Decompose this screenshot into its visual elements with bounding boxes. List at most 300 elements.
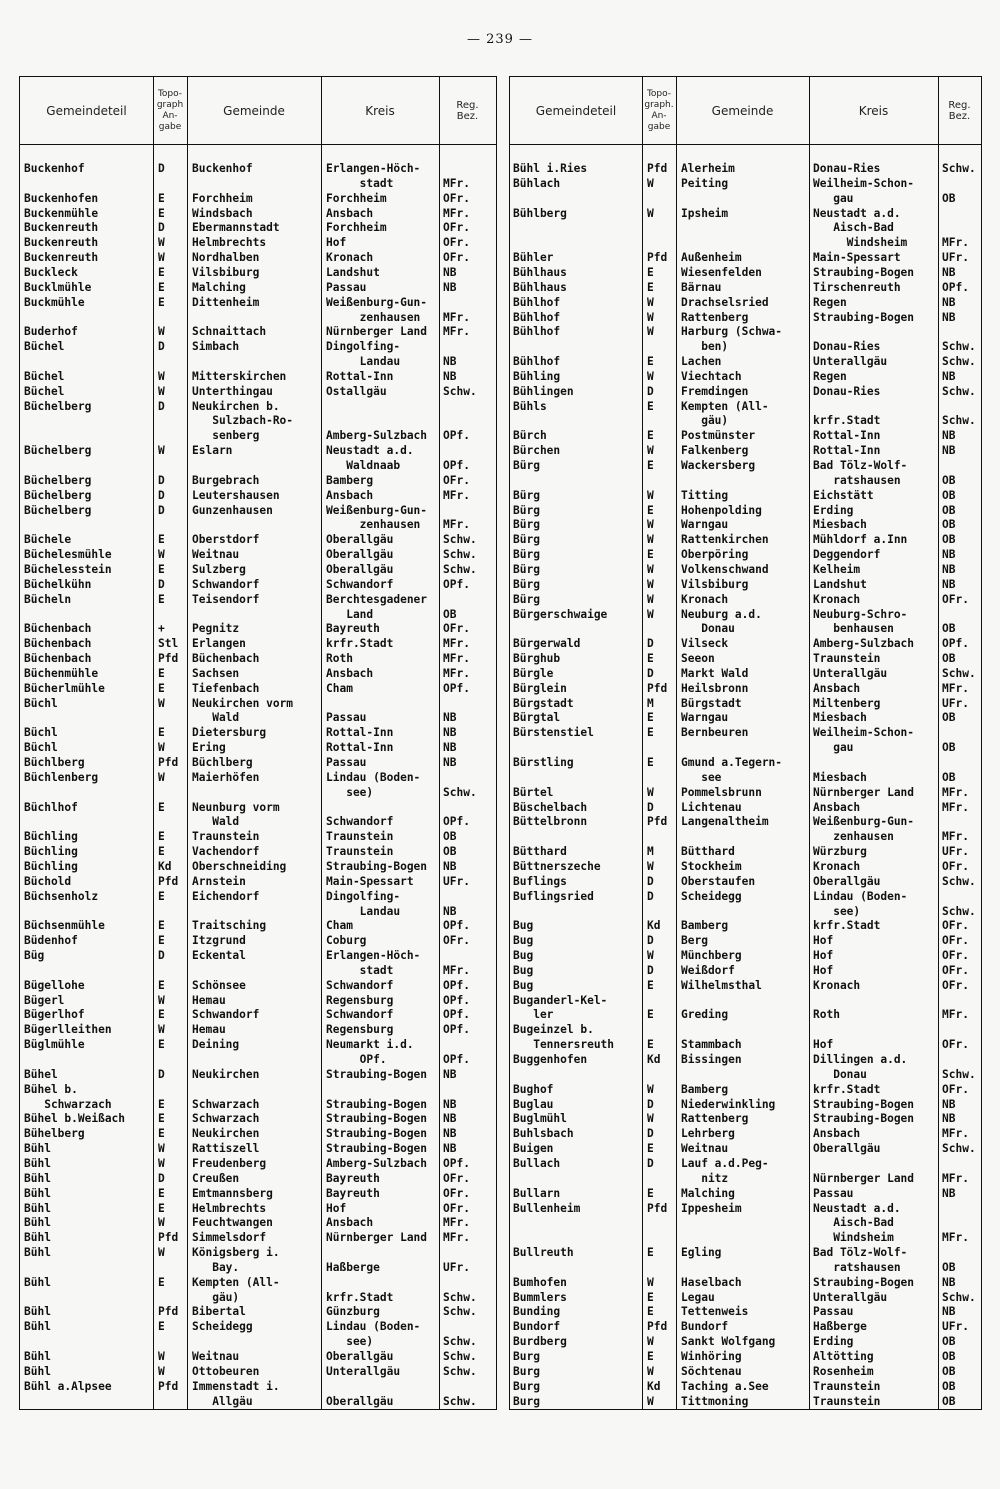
cell-gemeinde: Oberpöring: [681, 548, 749, 562]
cell-regbez: OB: [942, 1364, 956, 1378]
cell-topo: E: [647, 429, 654, 443]
cell-topo: D: [158, 503, 165, 517]
cell-regbez: OFr.: [443, 622, 470, 636]
cell-regbez: [443, 1246, 450, 1261]
cell-topo: E: [647, 1186, 654, 1200]
cell-kreis: Straubing-Bogen: [813, 1112, 915, 1126]
cell-kreis: Miesbach: [813, 770, 867, 784]
cell-gemeinde: Immenstadt i.: [192, 1379, 280, 1393]
cell-gemeinde: Hohenpolding: [681, 503, 762, 517]
cell-gemeinde: Volkenschwand: [681, 562, 769, 576]
cell-regbez: Schw.: [443, 384, 477, 398]
cell-kreis: Aisch-Bad: [813, 1216, 894, 1230]
cell-gemeinde: Ering: [192, 741, 226, 755]
cell-gemeinde: Büchenbach: [192, 652, 260, 666]
cell-gemeindeteil: Bürgerwald: [513, 637, 581, 651]
cell-regbez: Schw.: [443, 1290, 477, 1304]
cell-kreis: Passau: [813, 1305, 854, 1319]
cell-topo: E: [647, 1246, 654, 1260]
header-kreis: Kreis: [858, 103, 889, 118]
cell-gemeinde: Bamberg: [681, 1082, 729, 1096]
cell-kreis: Landshut: [813, 577, 867, 591]
cell-kreis: Ostallgäu: [326, 384, 387, 398]
cell-gemeindeteil: Büglmühle: [24, 1038, 85, 1052]
cell-gemeinde: Neunburg vorm: [192, 800, 280, 814]
cell-gemeindeteil: Burg: [513, 1394, 540, 1408]
cell-gemeinde: Markt Wald: [681, 666, 749, 680]
cell-gemeinde: Lachen: [681, 355, 722, 369]
cell-regbez: NB: [443, 1067, 457, 1081]
cell-regbez: MFr.: [443, 652, 470, 666]
cell-kreis: Erding: [813, 503, 854, 517]
cell-gemeindeteil: Buckenreuth: [24, 221, 99, 235]
cell-regbez: Schw.: [443, 1305, 477, 1319]
cell-kreis: Coburg: [326, 934, 367, 948]
cell-gemeinde: Simmelsdorf: [192, 1231, 267, 1245]
cell-topo: Pfd: [647, 251, 668, 265]
cell-gemeinde: Tiefenbach: [192, 681, 260, 695]
cell-gemeindeteil: Bug: [513, 949, 534, 963]
cell-topo: D: [158, 399, 165, 413]
cell-regbez: NB: [443, 1112, 457, 1126]
cell-kreis: Regen: [813, 295, 847, 309]
cell-kreis: stadt: [326, 176, 394, 190]
cell-gemeindeteil: Bürgerschwaige: [513, 607, 608, 621]
cell-regbez: NB: [942, 1112, 956, 1126]
cell-gemeindeteil: Bullenheim: [513, 1201, 581, 1215]
cell-kreis: Neustadt a.d.: [326, 444, 414, 458]
cell-gemeindeteil: Bürstling: [513, 756, 574, 769]
cell-gemeindeteil: Büchlenberg: [24, 770, 99, 784]
cell-topo: Kd: [647, 1053, 661, 1066]
cell-kreis: Cham: [326, 919, 353, 933]
cell-gemeindeteil: Bug: [513, 963, 534, 977]
cell-topo: W: [647, 518, 654, 532]
cell-regbez: [443, 697, 450, 712]
cell-kreis: Aisch-Bad: [813, 221, 894, 235]
cell-topo: E: [158, 1201, 165, 1215]
cell-kreis: Lindau (Boden-: [326, 770, 421, 784]
cell-topo: E: [647, 711, 654, 725]
cell-topo: D: [647, 889, 654, 903]
cell-regbez: Schw.: [443, 1335, 477, 1349]
cell-gemeinde: Neukirchen: [192, 1127, 260, 1141]
cell-kreis: Altötting: [813, 1350, 874, 1363]
cell-gemeindeteil: Bühl i.Ries: [513, 162, 588, 175]
cell-topo: D: [647, 1156, 654, 1170]
cell-kreis: krfr.Stadt: [326, 637, 394, 651]
cell-kreis: zenhausen: [326, 518, 421, 532]
cell-topo: E: [647, 1142, 654, 1156]
cell-regbez: NB: [942, 562, 956, 576]
cell-kreis: Bad Tölz-Wolf-: [813, 459, 908, 472]
cell-regbez: NB: [942, 265, 956, 279]
cell-topo: W: [158, 993, 165, 1007]
cell-gemeinde: Stockheim: [681, 859, 742, 873]
cell-gemeindeteil: Bürg: [513, 503, 540, 517]
left-table-header: [20, 77, 496, 145]
cell-gemeindeteil: Büchenmühle: [24, 666, 99, 680]
cell-topo: D: [158, 473, 165, 487]
cell-kreis: Lindau (Boden-: [326, 1320, 421, 1334]
cell-regbez: NB: [443, 756, 457, 769]
cell-topo: W: [647, 1394, 654, 1408]
cell-gemeindeteil: Bürtel: [513, 785, 554, 799]
cell-kreis: Straubing-Bogen: [326, 1067, 428, 1081]
cell-kreis: Traunstein: [326, 845, 394, 859]
cell-gemeinde: Weitnau: [192, 548, 240, 562]
cell-kreis: Unterallgäu: [326, 1364, 401, 1378]
header-gemeinde: Gemeinde: [223, 103, 285, 118]
cell-kreis: Unterallgäu: [813, 666, 888, 680]
cell-kreis: Kelheim: [813, 562, 861, 576]
cell-topo: Pfd: [647, 681, 668, 695]
cell-gemeindeteil: Büchel: [24, 340, 65, 354]
cell-topo: E: [647, 978, 654, 992]
cell-topo: E: [647, 652, 654, 666]
cell-gemeindeteil: Bürstenstiel: [513, 726, 594, 740]
cell-regbez: NB: [942, 548, 956, 562]
cell-gemeinde: Ottobeuren: [192, 1364, 260, 1378]
cell-gemeinde: Freudenberg: [192, 1156, 267, 1170]
cell-kreis: Windsheim: [813, 1231, 894, 1245]
cell-kreis: Rottal-Inn: [326, 741, 394, 755]
cell-regbez: Schw.: [443, 562, 477, 576]
cell-regbez: OB: [443, 845, 457, 859]
cell-gemeinde: Traunstein: [192, 830, 260, 844]
cell-gemeindeteil: Bühlhof: [513, 325, 561, 339]
cell-topo: E: [647, 726, 654, 740]
cell-gemeinde: Kempten (All-: [192, 1275, 280, 1289]
cell-gemeinde: Postmünster: [681, 429, 756, 443]
cell-gemeindeteil: Bürghub: [513, 652, 561, 666]
cell-topo: E: [158, 1097, 165, 1111]
cell-gemeindeteil: Büchsenholz: [24, 889, 99, 903]
cell-gemeindeteil: Bug: [513, 919, 534, 933]
cell-regbez: [443, 1276, 450, 1291]
cell-gemeindeteil: Bürg: [513, 592, 540, 606]
cell-kreis: Kronach: [813, 859, 861, 873]
cell-topo: E: [158, 889, 165, 903]
cell-regbez: OB: [942, 518, 956, 532]
cell-gemeindeteil: Bügerl: [24, 993, 65, 1007]
cell-topo: Pfd: [647, 1320, 668, 1334]
cell-regbez: OFr.: [942, 963, 969, 977]
cell-regbez: OFr.: [443, 191, 470, 205]
cell-topo: E: [158, 919, 165, 933]
cell-gemeinde: gäu): [192, 1290, 240, 1304]
cell-gemeindeteil: Bug: [513, 978, 534, 992]
cell-gemeindeteil: Bühl: [24, 1320, 51, 1334]
cell-regbez: NB: [942, 310, 956, 324]
cell-gemeinde: senberg: [192, 429, 260, 443]
cell-regbez: OPf.: [443, 993, 470, 1007]
cell-gemeindeteil: Bürg: [513, 548, 540, 562]
cell-regbez: NB: [942, 429, 956, 443]
cell-kreis: Kronach: [326, 251, 374, 265]
cell-topo: W: [158, 770, 165, 784]
cell-regbez: NB: [942, 444, 956, 458]
cell-gemeindeteil: Büchl: [24, 696, 58, 710]
cell-gemeinde: Dietersburg: [192, 726, 267, 740]
cell-topo: W: [158, 444, 165, 458]
cell-topo: E: [647, 548, 654, 562]
cell-gemeinde: Scheidegg: [681, 889, 742, 903]
cell-gemeinde: Hemau: [192, 1023, 226, 1037]
cell-gemeindeteil: Bühlhaus: [513, 280, 567, 294]
cell-topo: W: [647, 295, 654, 309]
cell-regbez: UFr.: [443, 1260, 470, 1274]
cell-gemeinde: Eichendorf: [192, 889, 260, 903]
cell-gemeinde: Wald: [192, 711, 240, 725]
cell-gemeinde: Bundorf: [681, 1320, 729, 1334]
cell-gemeinde: Schwarzach: [192, 1112, 260, 1126]
cell-gemeinde: Stammbach: [681, 1038, 742, 1052]
cell-topo: E: [158, 830, 165, 844]
cell-gemeinde: Weißdorf: [681, 963, 735, 977]
cell-kreis: Oberallgäu: [326, 1350, 394, 1363]
cell-gemeinde: Simbach: [192, 340, 240, 354]
cell-regbez: OB: [942, 711, 956, 725]
cell-gemeindeteil: Bummlers: [513, 1290, 567, 1304]
cell-gemeinde: Vilseck: [681, 637, 729, 651]
cell-gemeinde: Harburg (Schwa-: [681, 325, 783, 339]
cell-gemeindeteil: Bürch: [513, 429, 547, 443]
cell-topo: W: [158, 1156, 165, 1170]
cell-gemeinde: Maierhöfen: [192, 770, 260, 784]
cell-gemeinde: Winhöring: [681, 1350, 742, 1363]
cell-topo: E: [647, 1038, 654, 1052]
cell-gemeindeteil: Büchlhof: [24, 800, 78, 814]
cell-kreis: Passau: [813, 1186, 854, 1200]
cell-regbez: OFr.: [443, 473, 470, 487]
cell-kreis: krfr.Stadt: [813, 919, 881, 933]
cell-regbez: MFr.: [942, 830, 969, 844]
cell-kreis: Erlangen-Höch-: [326, 949, 421, 963]
cell-gemeindeteil: Büchl: [24, 741, 58, 755]
cell-gemeindeteil: Büchelesstein: [24, 562, 112, 576]
cell-regbez: OB: [942, 1335, 956, 1349]
cell-topo: D: [647, 963, 654, 977]
cell-topo: W: [158, 236, 165, 250]
cell-gemeinde: Bürgstadt: [681, 696, 742, 710]
header-topo: Topo- graph An- gabe: [156, 88, 184, 132]
cell-regbez: Schw.: [942, 1067, 976, 1081]
cell-topo: W: [647, 1112, 654, 1126]
cell-gemeindeteil: Bühl a.Alpsee: [24, 1379, 112, 1393]
cell-topo: E: [647, 1008, 654, 1022]
cell-gemeindeteil: Bühlhof: [513, 295, 561, 309]
cell-gemeindeteil: Buglmühl: [513, 1112, 567, 1126]
cell-regbez: OB: [443, 607, 457, 621]
cell-gemeindeteil: Bürg: [513, 533, 540, 547]
cell-topo: D: [647, 1097, 654, 1111]
cell-kreis: gau: [813, 741, 854, 755]
cell-topo: D: [647, 384, 654, 398]
cell-topo: W: [647, 1335, 654, 1349]
cell-gemeindeteil: Bücherlmühle: [24, 681, 105, 695]
cell-gemeinde: Neuburg a.d.: [681, 607, 762, 621]
cell-kreis: Neumarkt i.d.: [326, 1038, 414, 1052]
cell-kreis: Waldnaab: [326, 459, 401, 472]
cell-gemeinde: Rattenberg: [681, 1112, 749, 1126]
cell-kreis: see): [326, 1335, 374, 1349]
cell-topo: W: [647, 1082, 654, 1096]
cell-kreis: krfr.Stadt: [813, 414, 881, 428]
cell-gemeinde: Söchtenau: [681, 1364, 742, 1378]
cell-gemeinde: Allgäu: [192, 1394, 253, 1408]
cell-kreis: see): [326, 785, 374, 799]
header-topo: Topo- graph. An- gabe: [644, 88, 674, 132]
cell-gemeindeteil: Burg: [513, 1350, 540, 1363]
cell-topo: E: [647, 1305, 654, 1319]
cell-topo: W: [158, 251, 165, 265]
cell-gemeinde: Donau: [681, 622, 735, 636]
cell-topo: E: [158, 191, 165, 205]
cell-gemeindeteil: Büchling: [24, 859, 78, 873]
cell-kreis: Traunstein: [813, 652, 881, 666]
cell-topo: D: [158, 488, 165, 502]
cell-regbez: Schw.: [942, 384, 976, 398]
cell-kreis: Bayreuth: [326, 1171, 380, 1185]
cell-kreis: Rosenheim: [813, 1364, 874, 1378]
cell-topo: W: [647, 444, 654, 458]
cell-regbez: NB: [443, 369, 457, 383]
cell-regbez: MFr.: [443, 206, 470, 220]
cell-regbez: OFr.: [443, 1171, 470, 1185]
cell-gemeinde: Forchheim: [192, 191, 253, 205]
cell-regbez: Schw.: [942, 1290, 976, 1304]
cell-gemeinde: Büchlberg: [192, 756, 253, 769]
cell-topo: Pfd: [158, 1305, 179, 1319]
cell-topo: W: [647, 577, 654, 591]
cell-regbez: OPf.: [443, 429, 470, 443]
cell-topo: D: [158, 221, 165, 235]
cell-kreis: Hof: [813, 963, 834, 977]
cell-kreis: Nürnberger Land: [813, 785, 915, 799]
cell-regbez: OPf.: [942, 280, 969, 294]
cell-gemeindeteil: Büchelberg: [24, 399, 92, 413]
cell-gemeindeteil: Bühelberg: [24, 1127, 85, 1141]
cell-gemeindeteil: Bunding: [513, 1305, 561, 1319]
cell-regbez: MFr.: [443, 1231, 470, 1245]
cell-topo: Pfd: [647, 815, 668, 829]
cell-topo: E: [158, 666, 165, 680]
cell-kreis: Günzburg: [326, 1305, 380, 1319]
cell-gemeindeteil: Bühl: [24, 1305, 51, 1319]
cell-topo: E: [647, 756, 654, 769]
page-number: — 239 —: [466, 32, 534, 47]
cell-gemeindeteil: Bühls: [513, 399, 547, 413]
right-table: [509, 76, 982, 1410]
cell-gemeindeteil: Bühl: [24, 1201, 51, 1215]
cell-topo: E: [158, 295, 165, 309]
cell-kreis: stadt: [326, 963, 394, 977]
cell-gemeindeteil: Buhlsbach: [513, 1127, 574, 1141]
cell-regbez: OPf.: [443, 815, 470, 829]
cell-gemeinde: Emtmannsberg: [192, 1186, 273, 1200]
cell-gemeindeteil: Bürgtal: [513, 711, 561, 725]
cell-kreis: Traunstein: [813, 1394, 881, 1408]
cell-kreis: Erding: [813, 1335, 854, 1349]
cell-topo: W: [647, 562, 654, 576]
cell-gemeinde: Heilsbronn: [681, 681, 749, 695]
cell-topo: E: [158, 934, 165, 948]
cell-regbez: [443, 1380, 450, 1395]
cell-gemeinde: Buckenhof: [192, 162, 253, 175]
cell-topo: E: [158, 1275, 165, 1289]
cell-regbez: NB: [443, 280, 457, 294]
cell-regbez: OFr.: [942, 1038, 969, 1052]
cell-kreis: Amberg-Sulzbach: [326, 1156, 428, 1170]
cell-gemeinde: Traitsching: [192, 919, 267, 933]
cell-regbez: UFr.: [942, 1320, 969, 1334]
cell-regbez: OPf.: [443, 1008, 470, 1022]
cell-kreis: Regensburg: [326, 1023, 394, 1037]
cell-kreis: Oberallgäu: [813, 1142, 881, 1156]
cell-topo: D: [647, 666, 654, 680]
cell-topo: W: [158, 1350, 165, 1363]
cell-gemeindeteil: Büchele: [24, 533, 72, 547]
cell-regbez: OB: [942, 622, 956, 636]
cell-gemeinde: Königsberg i.: [192, 1246, 280, 1260]
cell-kreis: Hof: [813, 1038, 834, 1052]
cell-regbez: OFr.: [942, 978, 969, 992]
cell-gemeinde: ben): [681, 340, 729, 354]
cell-topo: E: [158, 265, 165, 279]
cell-kreis: Ansbach: [813, 800, 861, 814]
cell-gemeindeteil: Bühl: [24, 1156, 51, 1170]
cell-gemeindeteil: Bumhofen: [513, 1275, 567, 1289]
cell-gemeindeteil: Büchling: [24, 845, 78, 859]
cell-kreis: Schwandorf: [326, 577, 394, 591]
cell-gemeindeteil: Büchl: [24, 726, 58, 740]
cell-regbez: MFr.: [942, 236, 969, 250]
cell-gemeindeteil: Büchling: [24, 830, 78, 844]
cell-topo: W: [647, 607, 654, 621]
cell-topo: W: [647, 785, 654, 799]
cell-topo: Kd: [647, 1379, 661, 1393]
cell-gemeinde: Gmund a.Tegern-: [681, 756, 783, 769]
cell-topo: E: [158, 978, 165, 992]
cell-topo: W: [158, 1364, 165, 1378]
cell-topo: W: [158, 369, 165, 383]
cell-gemeindeteil: Bühlach: [513, 176, 561, 190]
cell-gemeinde: Bamberg: [681, 919, 729, 933]
cell-topo: Pfd: [158, 1379, 179, 1393]
cell-gemeindeteil: Büchelberg: [24, 488, 92, 502]
cell-kreis: Amberg-Sulzbach: [326, 429, 428, 443]
cell-regbez: MFr.: [443, 488, 470, 502]
cell-topo: E: [647, 503, 654, 517]
cell-regbez: NB: [443, 1142, 457, 1156]
cell-topo: E: [158, 800, 165, 814]
cell-gemeinde: Schwandorf: [192, 1008, 260, 1022]
cell-kreis: Oberallgäu: [326, 1394, 394, 1408]
cell-topo: D: [647, 874, 654, 888]
cell-regbez: Schw.: [443, 1394, 477, 1408]
cell-gemeinde: Vilsbiburg: [681, 577, 749, 591]
cell-topo: M: [647, 845, 654, 859]
cell-regbez: OB: [942, 533, 956, 547]
cell-kreis: Ansbach: [326, 666, 374, 680]
cell-gemeindeteil: Büchelesmühle: [24, 548, 112, 562]
cell-topo: Pfd: [158, 652, 179, 666]
cell-topo: E: [647, 399, 654, 413]
cell-gemeindeteil: Bürg: [513, 562, 540, 576]
cell-gemeinde: Dittenheim: [192, 295, 260, 309]
cell-regbez: Schw.: [942, 666, 976, 680]
